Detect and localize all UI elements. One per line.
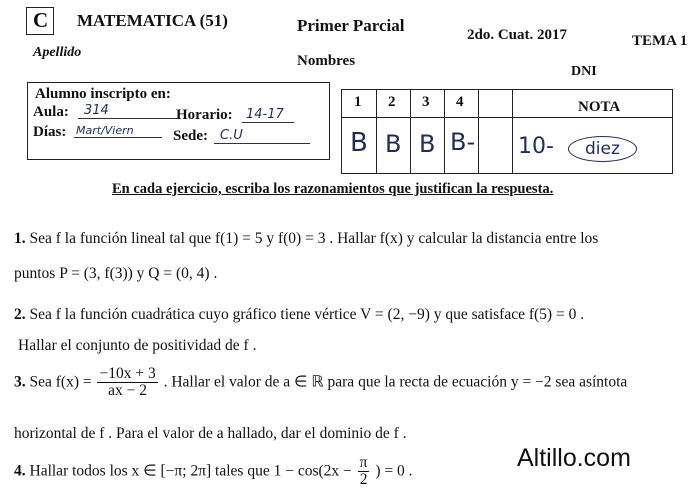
exercise-3-denominator: ax − 2: [108, 382, 148, 399]
nota-words: diez: [568, 136, 637, 162]
exercise-3-numerator: −10x + 3: [99, 365, 156, 382]
exercise-3-pre: Sea f(x) =: [29, 373, 92, 391]
grade-header-2: 2: [388, 94, 396, 110]
exercise-2: [14, 306, 584, 324]
exercise-4-fraction: [358, 455, 370, 488]
exercise-3-post: . Hallar el valor de a ∈ ℝ para que la recta de ecuación y = −2 sea asíntota: [163, 373, 628, 391]
grade-header-4: 4: [456, 94, 464, 110]
grade-mark-2: B: [385, 130, 402, 158]
sede-value: C.U: [214, 128, 310, 144]
exercise-2-line-1: Sea f la función cuadrática cuyo gráfico tiene vértice V = (2, −9) y que satisface f(5) = 0 .: [29, 306, 585, 323]
aula-value: 314: [78, 103, 177, 119]
exercise-4-number: 4.: [14, 462, 26, 480]
exercise-1-line-2: puntos P = (3, f(3)) y Q = (0, 4) .: [14, 265, 218, 282]
exercise-3-fraction: [97, 366, 157, 399]
term-label: 2do. Cuat. 2017: [467, 27, 568, 43]
grade-table: [341, 89, 673, 174]
dni-label: DNI: [571, 64, 597, 79]
exercise-1: [14, 230, 598, 248]
exercise-3-line-2: horizontal de f . Para el valor de a hallado, dar el dominio de f .: [14, 425, 407, 442]
exam-title: Primer Parcial: [297, 16, 405, 35]
subject-title: MATEMATICA (51): [77, 11, 228, 30]
exercise-1-number: 1.: [14, 230, 26, 247]
aula-label: Aula:: [33, 104, 69, 120]
exercise-2-number: 2.: [14, 306, 26, 323]
apellido-label: Apellido: [33, 45, 82, 60]
nota-value: 10-: [518, 134, 554, 159]
exercise-4-denominator: 2: [359, 471, 368, 488]
exercise-2-line-2: Hallar el conjunto de positividad de f .: [18, 337, 257, 354]
grade-header-1: 1: [354, 94, 362, 110]
exercise-4-post: ) = 0 .: [375, 462, 413, 480]
horario-value: 14-17: [242, 107, 294, 123]
tema-label: TEMA 1: [632, 33, 688, 49]
grade-mark-1: B: [350, 128, 368, 158]
grade-mark-4: B-: [450, 128, 476, 156]
dias-value: Mart/Viern: [74, 124, 162, 138]
horario-label: Horario:: [176, 107, 233, 123]
student-box-title: Alumno inscripto en:: [35, 86, 171, 102]
nombres-label: Nombres: [297, 53, 356, 69]
sede-label: Sede:: [173, 128, 208, 144]
instructions: En cada ejercicio, escriba los razonamientos que justifican la respuesta.: [112, 181, 554, 197]
exercise-4-numerator: π: [359, 454, 368, 471]
grade-mark-3: B: [419, 130, 436, 158]
exercise-3: [14, 366, 627, 399]
grade-header-3: 3: [422, 94, 430, 110]
exercise-4: [14, 455, 413, 488]
tema-letter: C: [33, 8, 49, 32]
exercise-4-pre: Hallar todos los x ∈ [−π; 2π] tales que 1 − cos(2x −: [29, 462, 352, 480]
nota-header: NOTA: [578, 99, 621, 115]
watermark: Altillo.com: [517, 444, 631, 472]
exercise-3-number: 3.: [14, 373, 26, 391]
dias-label: Días:: [33, 124, 67, 140]
exercise-1-line-1: Sea f la función lineal tal que f(1) = 5 y f(0) = 3 . Hallar f(x) y calcular la distancia entre los: [29, 230, 599, 247]
